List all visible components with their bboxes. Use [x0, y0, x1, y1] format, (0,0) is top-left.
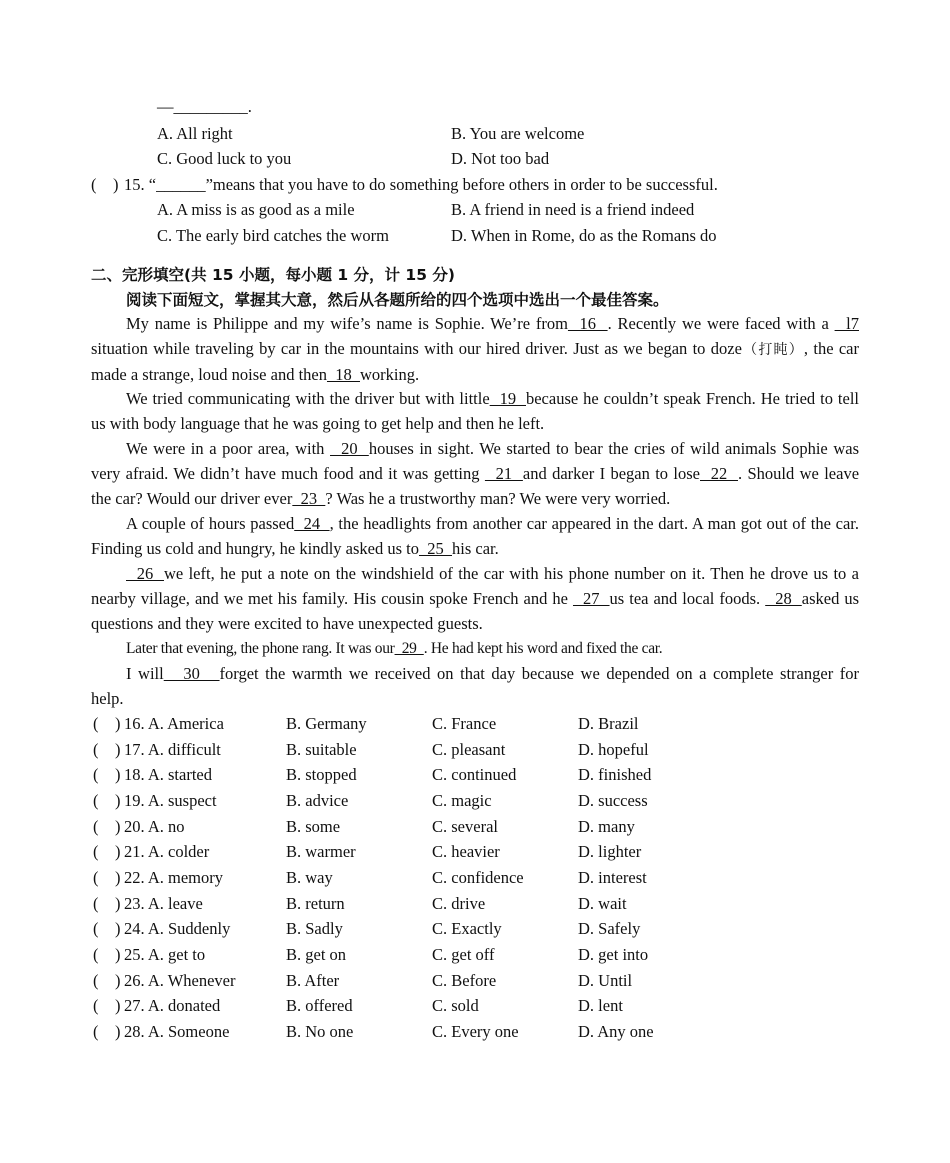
- question-option-a: 17. A. difficult: [124, 740, 221, 759]
- passage-text: asked us: [801, 589, 860, 608]
- question-option-a: 22. A. memory: [124, 868, 223, 887]
- section-instruction: 阅读下面短文，掌握其大意，然后从各题所给的四个选项中选出一个最佳答案。: [126, 291, 669, 309]
- passage-text: ? Was he a trustworthy man? We were very worried.: [325, 489, 671, 508]
- passage-line: [126, 314, 859, 334]
- question-option-a: 24. A. Suddenly: [124, 919, 231, 938]
- question-option-d: D. many: [578, 817, 635, 836]
- passage-line: [126, 389, 859, 409]
- question-option-c: C. Exactly: [432, 919, 502, 938]
- passage-line: [91, 539, 499, 559]
- blank-21: 21: [484, 464, 523, 483]
- answer-paren[interactable]: ( ): [93, 1022, 121, 1041]
- passage-text: Finding us cold and hungry, he kindly asked us to: [91, 539, 419, 558]
- passage-text: My name is Philippe and my wife’s name is Sophie. We’re from: [126, 314, 568, 333]
- blank-30: 30: [163, 664, 220, 683]
- blank-26: 26: [126, 564, 164, 583]
- question-option-c: C. France: [432, 714, 497, 733]
- question-option-b: B. offered: [286, 996, 353, 1015]
- answer-paren[interactable]: ( ): [93, 894, 121, 913]
- passage-line: [91, 365, 419, 385]
- passage-line: [126, 514, 859, 534]
- passage-text: We tried communicating with the driver but with little: [126, 389, 490, 408]
- passage-text: and darker I began to lose: [522, 464, 700, 483]
- question-option-d: D. Until: [578, 971, 633, 990]
- question-option-d: D. lighter: [578, 842, 642, 861]
- passage-gloss: （打盹）: [741, 342, 804, 358]
- q15-option-a: A. A miss is as good as a mile: [157, 200, 355, 219]
- blank-27: 27: [572, 589, 610, 608]
- q15-stem: 15. “______”means that you have to do something before others in order to be successful.: [124, 175, 718, 194]
- question-option-a: 20. A. no: [124, 817, 185, 836]
- blank-25: 25: [419, 539, 452, 558]
- q15-option-b: B. A friend in need is a friend indeed: [451, 200, 695, 219]
- question-option-a: 27. A. donated: [124, 996, 221, 1015]
- q14-option-c: C. Good luck to you: [157, 149, 292, 168]
- question-option-d: D. wait: [578, 894, 627, 913]
- question-option-b: B. Sadly: [286, 919, 343, 938]
- question-option-c: C. continued: [432, 765, 517, 784]
- passage-line: [126, 564, 859, 584]
- question-option-c: C. sold: [432, 996, 479, 1015]
- q15-option-d: D. When in Rome, do as the Romans do: [451, 226, 717, 245]
- question-option-d: D. success: [578, 791, 648, 810]
- passage-line: [126, 664, 859, 684]
- question-option-b: B. After: [286, 971, 340, 990]
- blank-22: 22: [700, 464, 738, 483]
- passage-text: working.: [359, 365, 420, 384]
- passage-text: his car.: [452, 539, 499, 558]
- blank-18: 18: [326, 365, 360, 384]
- q15-answer-paren[interactable]: ( ): [91, 175, 119, 194]
- blank-19: 19: [489, 389, 526, 408]
- passage-text: . He had kept his word and fixed the car.: [423, 640, 663, 657]
- question-option-c: C. Every one: [432, 1022, 519, 1041]
- question-option-c: C. heavier: [432, 842, 500, 861]
- question-option-b: B. advice: [286, 791, 349, 810]
- question-option-d: D. Safely: [578, 919, 641, 938]
- answer-paren[interactable]: ( ): [93, 842, 121, 861]
- passage-line: [126, 439, 859, 459]
- answer-paren[interactable]: ( ): [93, 971, 121, 990]
- passage-text: houses in sight. We started to bear the cries of wild animals Sophie was: [368, 439, 859, 458]
- answer-paren[interactable]: ( ): [93, 919, 121, 938]
- question-option-a: 19. A. suspect: [124, 791, 217, 810]
- question-option-b: B. Germany: [286, 714, 367, 733]
- question-option-d: D. lent: [578, 996, 623, 1015]
- passage-text: made a strange, loud noise and then: [91, 365, 327, 384]
- passage-text: . Should we leave: [737, 464, 860, 483]
- passage-text: we left, he put a note on the windshield of the car with his phone number on it. Then he drove us to a: [163, 564, 860, 583]
- q14-option-a: A. All right: [157, 124, 233, 143]
- question-option-a: 23. A. leave: [124, 894, 203, 913]
- q14-option-d: D. Not too bad: [451, 149, 550, 168]
- question-option-b: B. way: [286, 868, 333, 887]
- q15-option-c: C. The early bird catches the worm: [157, 226, 389, 245]
- question-option-b: B. suitable: [286, 740, 357, 759]
- question-option-c: C. pleasant: [432, 740, 506, 759]
- passage-text: nearby village, and we met his family. His cousin spoke French and he: [91, 589, 568, 608]
- q14-option-b: B. You are welcome: [451, 124, 585, 143]
- question-option-d: D. Brazil: [578, 714, 639, 733]
- answer-paren[interactable]: ( ): [93, 817, 121, 836]
- passage-text: Later that evening, the phone rang. It was our: [126, 640, 395, 657]
- passage-line: questions and they were excited to have unexpected guests.: [91, 614, 483, 633]
- question-option-b: B. stopped: [286, 765, 357, 784]
- answer-paren[interactable]: ( ): [93, 868, 121, 887]
- question-option-b: B. warmer: [286, 842, 356, 861]
- passage-text: the car? Would our driver ever: [91, 489, 293, 508]
- question-option-d: D. Any one: [578, 1022, 654, 1041]
- question-option-d: D. finished: [578, 765, 652, 784]
- answer-paren[interactable]: ( ): [93, 714, 121, 733]
- blank-29: 29: [394, 640, 424, 657]
- blank-28: 28: [765, 589, 802, 608]
- blank-20: 20: [330, 439, 369, 458]
- passage-text: very afraid. We didn’t have much food and it was getting: [91, 464, 480, 483]
- passage-text: A couple of hours passed: [126, 514, 295, 533]
- question-option-b: B. some: [286, 817, 341, 836]
- passage-text: I will: [126, 664, 164, 683]
- passage-line: [91, 489, 670, 509]
- answer-paren[interactable]: ( ): [93, 740, 121, 759]
- blank-23: 23: [292, 489, 326, 508]
- passage-text: . Recently we were faced with a: [607, 314, 829, 333]
- passage-text: We were in a poor area, with: [126, 439, 325, 458]
- answer-paren[interactable]: ( ): [93, 996, 121, 1015]
- blank-17: l7: [834, 314, 859, 333]
- q14-answer-line: —_________.: [157, 97, 252, 116]
- passage-line: [91, 339, 859, 360]
- question-option-a: 18. A. started: [124, 765, 212, 784]
- passage-line: [91, 589, 859, 609]
- question-option-c: C. confidence: [432, 868, 524, 887]
- q15-stem-line: [91, 175, 718, 195]
- passage-line: [126, 639, 662, 659]
- question-option-c: C. get off: [432, 945, 495, 964]
- passage-text: , the headlights from another car appeared in the dart. A man got out of the car.: [329, 514, 859, 533]
- question-option-d: D. interest: [578, 868, 647, 887]
- passage-text: because he couldn’t speak French. He tried to tell: [525, 389, 860, 408]
- question-option-a: 25. A. get to: [124, 945, 206, 964]
- question-option-c: C. magic: [432, 791, 492, 810]
- passage-line: help.: [91, 689, 124, 708]
- passage-text: forget the warmth we received on that day because we depended on a complete stranger for: [219, 664, 859, 683]
- blank-16: 16: [567, 314, 608, 333]
- question-option-c: C. several: [432, 817, 498, 836]
- passage-text: , the car: [803, 339, 859, 358]
- question-option-b: B. return: [286, 894, 345, 913]
- question-option-d: D. hopeful: [578, 740, 649, 759]
- answer-paren[interactable]: ( ): [93, 765, 121, 784]
- question-option-c: C. drive: [432, 894, 486, 913]
- blank-24: 24: [294, 514, 330, 533]
- question-option-b: B. get on: [286, 945, 347, 964]
- passage-line: us with body language that he was going to get help and then he left.: [91, 414, 545, 433]
- question-option-b: B. No one: [286, 1022, 354, 1041]
- passage-text: us tea and local foods.: [609, 589, 761, 608]
- answer-paren[interactable]: ( ): [93, 791, 121, 810]
- passage-line: [91, 464, 859, 484]
- question-option-a: 26. A. Whenever: [124, 971, 236, 990]
- question-option-a: 28. A. Someone: [124, 1022, 230, 1041]
- question-option-a: 21. A. colder: [124, 842, 210, 861]
- question-option-a: 16. A. America: [124, 714, 224, 733]
- question-option-c: C. Before: [432, 971, 497, 990]
- question-option-d: D. get into: [578, 945, 649, 964]
- answer-paren[interactable]: ( ): [93, 945, 121, 964]
- passage-text: situation while traveling by car in the mountains with our hired driver. Just as we began to doze: [91, 339, 742, 358]
- section-heading: 二、完形填空(共 15 小题，每小题 1 分，计 15 分): [91, 266, 455, 284]
